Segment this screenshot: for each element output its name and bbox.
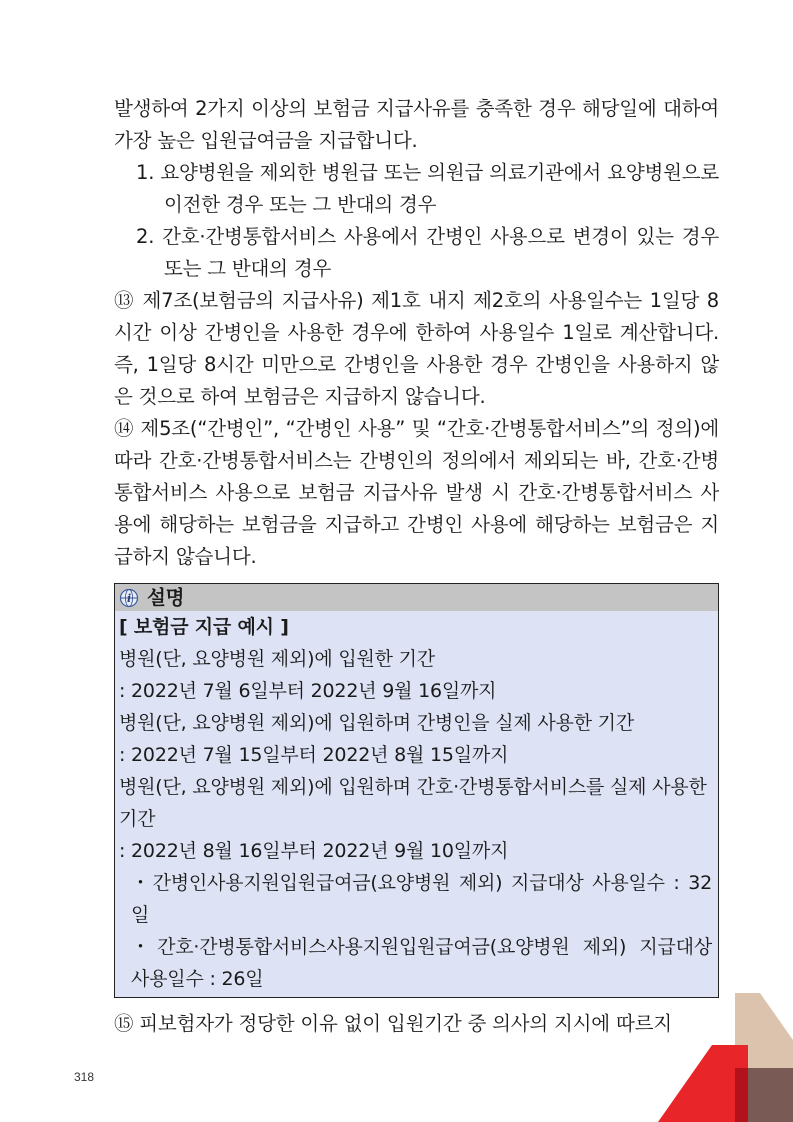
deco-beige-shape (735, 993, 793, 1122)
list-item-1: 1. 요양병원을 제외한 병원급 또는 의원급 의료기관에서 요양병원으로 이전한 경우 또는 그 반대의 경우 (136, 161, 719, 216)
paragraph-15: ⑮ 피보험자가 정당한 이유 없이 입원기간 중 의사의 지시에 따르지 (114, 1012, 672, 1035)
deco-red-shape (658, 1045, 748, 1122)
example-bullet-2: ・간호·간병통합서비스사용지원입원급여금(요양병원 제외) 지급대상 사용일수 : 26일 (131, 936, 712, 990)
example-line-1: 병원(단, 요양병원 제외)에 입원한 기간 (119, 648, 435, 670)
list-item-2: 2. 간호·간병통합서비스 사용에서 간병인 사용으로 변경이 있는 경우 또는 그 반대의 경우 (136, 225, 719, 280)
page-content (114, 93, 719, 1040)
explanation-box (114, 583, 719, 998)
explanation-box-title: 설명 (147, 586, 185, 609)
paragraph-14: ⑭ 제5조(“간병인”, “간병인 사용” 및 “간호·간병통합서비스”의 정의)에 따라 간호·간병통합서비스는 간병인의 정의에서 제외되는 바, 간호·간병통합서비스 사용으로 보험금 지급사유 발생 시 간호·간병통합서비스 사용에 해당하는 보험금을 지급하고 간병인 사용에 해당하는 보험금은 지급하지 않습니다. (114, 417, 719, 568)
paragraph-continuation: 발생하여 2가지 이상의 보험금 지급사유를 충족한 경우 해당일에 대하여 가장 높은 입원급여금을 지급합니다. (114, 97, 719, 152)
deco-dark-red-shape (735, 1068, 748, 1122)
example-line-2: : 2022년 7월 6일부터 2022년 9월 16일까지 (119, 680, 497, 702)
example-line-5: 병원(단, 요양병원 제외)에 입원하며 간호·간병통합서비스를 실제 사용한 기간 (119, 776, 707, 830)
example-line-6: : 2022년 8월 16일부터 2022년 9월 10일까지 (119, 840, 509, 862)
svg-text:i: i (127, 591, 131, 605)
deco-brown-shape (735, 1068, 793, 1122)
paragraph-13: ⑬ 제7조(보험금의 지급사유) 제1호 내지 제2호의 사용일수는 1일당 8시간 이상 간병인을 사용한 경우에 한하여 사용일수 1일로 계산합니다. 즉, 1일당 8시간 미만으로 간병인을 사용한 경우 간병인을 사용하지 않은 것으로 하여 보험금은 지급하지 않습니다. (114, 289, 719, 408)
explanation-box-header (115, 584, 718, 611)
example-subtitle: [ 보험금 지급 예시 ] (119, 616, 289, 638)
explanation-box-body (115, 611, 718, 997)
example-line-4: : 2022년 7월 15일부터 2022년 8월 15일까지 (119, 744, 509, 766)
page-number: 318 (74, 1070, 95, 1084)
example-line-3: 병원(단, 요양병원 제외)에 입원하며 간병인을 실제 사용한 기간 (119, 712, 634, 734)
info-globe-icon (119, 588, 139, 608)
example-bullet-1: ・간병인사용지원입원급여금(요양병원 제외) 지급대상 사용일수 : 32일 (131, 872, 712, 926)
